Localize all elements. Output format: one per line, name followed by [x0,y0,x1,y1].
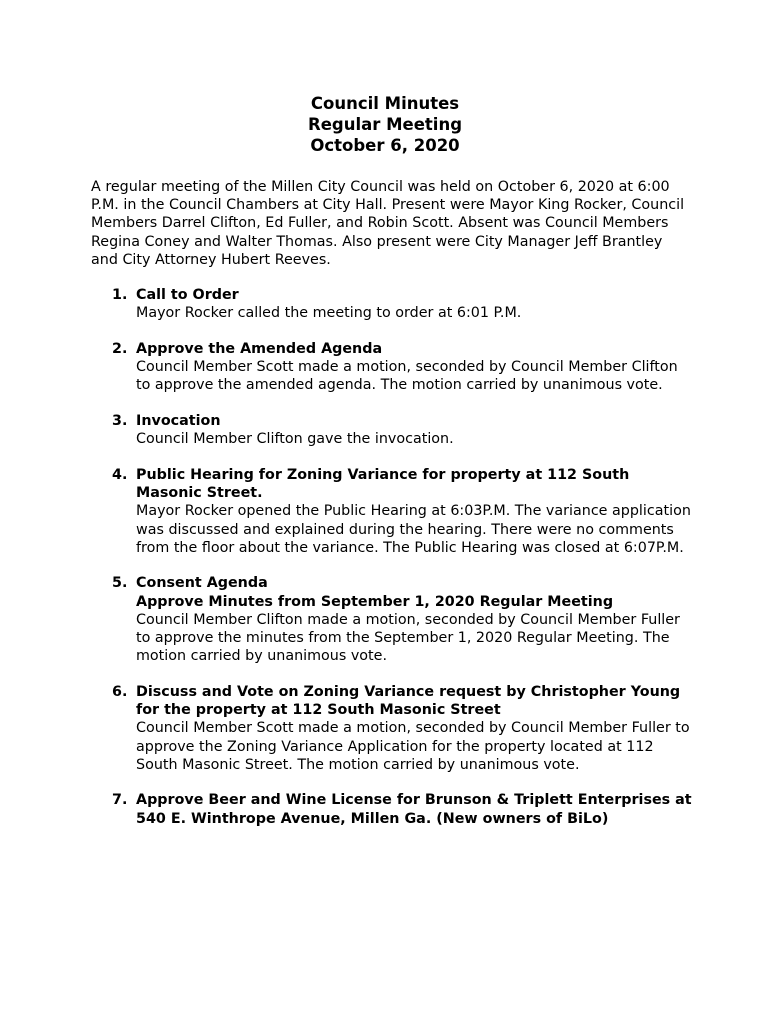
item-heading: Approve the Amended Agenda [136,340,383,357]
item-number: 6. [112,683,128,700]
item-number: 3. [112,413,128,430]
item-heading: Call to Order [136,287,239,303]
agenda-item-7 [112,791,692,827]
item-heading: Consent Agenda [136,575,268,592]
item-subheading: Approve Minutes from September 1, 2020 Regular Meeting [136,593,614,610]
item-body: Council Member Clifton made a motion, seconded by Council Member Fuller to approve the minutes from the September 1, 2020 Regular Meeting. The motion carried by unanimous vote. [136,611,680,665]
document-title [0,93,770,156]
item-body: Mayor Rocker called the meeting to order at 6:01 P.M. [136,305,522,322]
item-heading: Public Hearing for Zoning Variance for property at 112 South Masonic Street. [136,466,630,502]
item-number: 7. [112,792,128,809]
item-number: 2. [112,340,128,357]
agenda-item-1 [112,286,692,322]
title-line-3: October 6, 2020 [310,136,460,155]
agenda-item-6 [112,683,692,774]
title-line-1: Council Minutes [310,94,460,113]
item-heading: Discuss and Vote on Zoning Variance request by Christopher Young for the property at 112 South Masonic Street [136,683,681,719]
item-body: Council Member Scott made a motion, seconded by Council Member Fuller to approve the Zoning Variance Application for the property located at 112 South Masonic Street. The motion carried by unanimous vote. [136,720,690,773]
item-number: 5. [112,575,128,592]
agenda-list [112,286,692,845]
item-heading: Approve Beer and Wine License for Brunson & Triplett Enterprises at 540 E. Winthrope Avenue, Millen Ga. (New owners of BiLo) [136,792,692,827]
agenda-item-5 [112,574,692,665]
title-line-2: Regular Meeting [307,115,463,134]
item-heading: Invocation [136,413,221,430]
item-number: 1. [112,287,128,303]
item-body: Council Member Scott made a motion, seconded by Council Member Clifton to approve the amended agenda. The motion carried by unanimous vote. [136,359,678,394]
agenda-item-4 [112,466,692,557]
item-body: Council Member Clifton gave the invocation. [136,431,454,448]
agenda-item-3 [112,412,692,448]
intro-paragraph: A regular meeting of the Millen City Council was held on October 6, 2020 at 6:00 P.M. in the Council Chambers at City Hall. Present were Mayor King Rocker, Council Members Darrel Clifton, Ed Fuller, and Robin Scott. Absent was Council Members Regina Coney and Walter Thomas. Also present were City Manager Jeff Brantley and City Attorney Hubert Reeves. [91,179,685,268]
agenda-item-2 [112,340,692,395]
item-number: 4. [112,466,128,483]
item-body: Mayor Rocker opened the Public Hearing at 6:03P.M. The variance application was discussed and explained during the hearing. There were no comments from the floor about the variance. The Public Hearing was closed at 6:07P.M. [136,503,691,556]
